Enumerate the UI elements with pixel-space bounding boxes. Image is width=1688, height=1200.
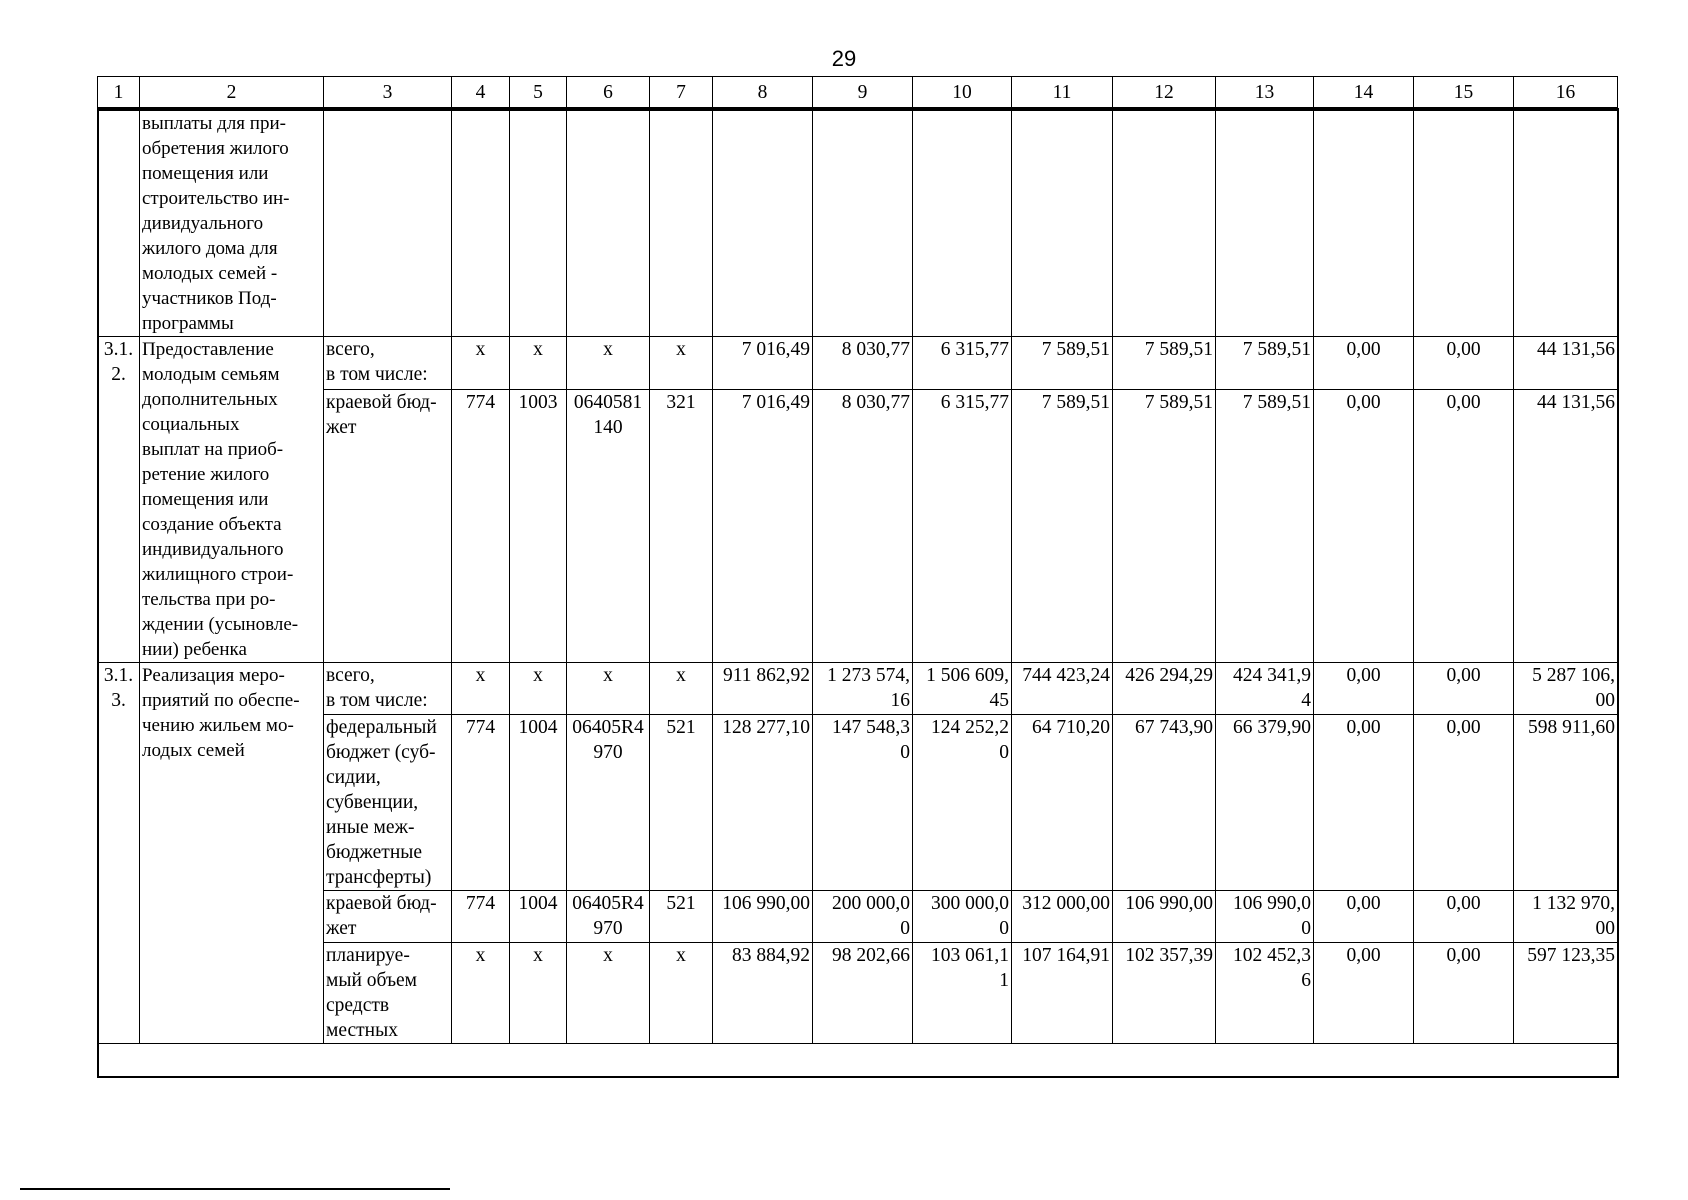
empty-cell [650,109,713,337]
value-cell: x [650,337,713,390]
table-row [98,943,1618,1044]
total-cell: 597 123,35 [1514,943,1618,1044]
value-cell: 8 030,77 [813,337,913,390]
value-cell: x [452,337,510,390]
empty-cell [713,109,813,337]
row-number-cell: 3.1. 3. [98,663,140,1044]
empty-cell [510,109,567,337]
value-cell: 774 [452,715,510,891]
value-cell: x [510,337,567,390]
funding-source-cell: всего, в том числе: [324,337,452,390]
footnote-line [20,1188,450,1190]
value-cell: 1004 [510,715,567,891]
table-row [98,891,1618,943]
value-cell: 0,00 [1314,943,1414,1044]
value-cell: 7 589,51 [1012,390,1113,663]
value-cell: 0,00 [1414,337,1514,390]
empty-cell [324,109,452,337]
value-cell: 774 [452,390,510,663]
value-cell: x [510,663,567,715]
value-cell: 106 990,00 [1113,891,1216,943]
value-cell: 124 252,2 0 [913,715,1012,891]
value-cell: 1 273 574, 16 [813,663,913,715]
value-cell: 426 294,29 [1113,663,1216,715]
column-number-9: 9 [813,77,913,110]
value-cell: 102 357,39 [1113,943,1216,1044]
empty-cell [813,109,913,337]
value-cell: x [567,663,650,715]
value-cell: 06405R4 970 [567,891,650,943]
value-cell: 106 990,0 0 [1216,891,1314,943]
value-cell: 8 030,77 [813,390,913,663]
total-cell: 1 132 970, 00 [1514,891,1618,943]
row-number-cell [98,109,140,337]
value-cell: 300 000,0 0 [913,891,1012,943]
value-cell: 7 016,49 [713,390,813,663]
value-cell: 312 000,00 [1012,891,1113,943]
column-number-2: 2 [140,77,324,110]
table-row [98,715,1618,891]
value-cell: 128 277,10 [713,715,813,891]
total-cell: 44 131,56 [1514,390,1618,663]
empty-cell [913,109,1012,337]
value-cell: 7 589,51 [1113,337,1216,390]
value-cell: 0,00 [1314,337,1414,390]
empty-cell [1012,109,1113,337]
funding-source-cell: краевой бюд- жет [324,390,452,663]
funding-source-cell: федеральный бюджет (суб- сидии, субвенции, иные меж- бюджетные трансферты) [324,715,452,891]
value-cell: 321 [650,390,713,663]
value-cell: 0,00 [1414,663,1514,715]
value-cell: 0,00 [1414,390,1514,663]
empty-cell [1514,109,1618,337]
value-cell: 7 589,51 [1012,337,1113,390]
total-cell: 5 287 106, 00 [1514,663,1618,715]
column-number-14: 14 [1314,77,1414,110]
value-cell: 774 [452,891,510,943]
value-cell: 7 589,51 [1216,337,1314,390]
column-number-13: 13 [1216,77,1314,110]
value-cell: 0,00 [1314,390,1414,663]
header-row [98,77,1618,110]
value-cell: 744 423,24 [1012,663,1113,715]
value-cell: 0,00 [1414,715,1514,891]
column-number-5: 5 [510,77,567,110]
column-number-11: 11 [1012,77,1113,110]
value-cell: 102 452,3 6 [1216,943,1314,1044]
value-cell: 7 016,49 [713,337,813,390]
page-number: 29 [831,46,857,71]
value-cell: 911 862,92 [713,663,813,715]
value-cell: 0,00 [1314,663,1414,715]
empty-cell [452,109,510,337]
table-row [98,337,1618,390]
column-number-7: 7 [650,77,713,110]
value-cell: x [452,943,510,1044]
value-cell: 0,00 [1414,891,1514,943]
table-row [98,663,1618,715]
value-cell: 424 341,9 4 [1216,663,1314,715]
empty-cell [1216,109,1314,337]
value-cell: x [650,943,713,1044]
value-cell: 0,00 [1314,891,1414,943]
value-cell: 98 202,66 [813,943,913,1044]
value-cell: 7 589,51 [1216,390,1314,663]
funding-source-cell: краевой бюд- жет [324,891,452,943]
value-cell: 83 884,92 [713,943,813,1044]
value-cell: 6 315,77 [913,337,1012,390]
value-cell: x [567,337,650,390]
value-cell: 06405R4 970 [567,715,650,891]
value-cell: 1 506 609, 45 [913,663,1012,715]
value-cell: x [510,943,567,1044]
column-number-10: 10 [913,77,1012,110]
value-cell: x [567,943,650,1044]
value-cell: 67 743,90 [1113,715,1216,891]
total-cell: 44 131,56 [1514,337,1618,390]
empty-cell [1314,109,1414,337]
column-number-6: 6 [567,77,650,110]
value-cell: 521 [650,715,713,891]
value-cell: 103 061,1 1 [913,943,1012,1044]
value-cell: 107 164,91 [1012,943,1113,1044]
funding-source-cell: планируе- мый объем средств местных [324,943,452,1044]
table-row [98,390,1618,663]
value-cell: 1003 [510,390,567,663]
value-cell: 147 548,3 0 [813,715,913,891]
value-cell: 0,00 [1314,715,1414,891]
value-cell: 106 990,00 [713,891,813,943]
column-number-15: 15 [1414,77,1514,110]
funding-source-cell: всего, в том числе: [324,663,452,715]
value-cell: 64 710,20 [1012,715,1113,891]
value-cell: 7 589,51 [1113,390,1216,663]
column-number-12: 12 [1113,77,1216,110]
value-cell: x [452,663,510,715]
empty-cell [567,109,650,337]
value-cell: 0640581 140 [567,390,650,663]
table-row [98,109,1618,337]
empty-cell [1113,109,1216,337]
value-cell: 6 315,77 [913,390,1012,663]
budget-table [97,76,1618,1044]
value-cell: 200 000,0 0 [813,891,913,943]
column-number-4: 4 [452,77,510,110]
total-cell: 598 911,60 [1514,715,1618,891]
empty-cell [1414,109,1514,337]
column-number-8: 8 [713,77,813,110]
value-cell: x [650,663,713,715]
measure-name-cell: Предоставление молодым семьям дополнительных социальных выплат на приоб- ретение жилого помещения или создание объекта индивидуального жилищного строи- тельства при ро- ждении (усыновле- нии) ребенка [140,337,324,663]
value-cell: 0,00 [1414,943,1514,1044]
column-number-16: 16 [1514,77,1618,110]
value-cell: 66 379,90 [1216,715,1314,891]
column-number-1: 1 [98,77,140,110]
measure-name-cell: Реализация меро- приятий по обеспе- чению жильем мо- лодых семей [140,663,324,1044]
measure-name-cell: выплаты для при- обретения жилого помещения или строительство ин- дивидуального жилого дома для молодых семей - участников Под- программы [140,109,324,337]
column-number-3: 3 [324,77,452,110]
row-number-cell: 3.1. 2. [98,337,140,663]
value-cell: 1004 [510,891,567,943]
value-cell: 521 [650,891,713,943]
